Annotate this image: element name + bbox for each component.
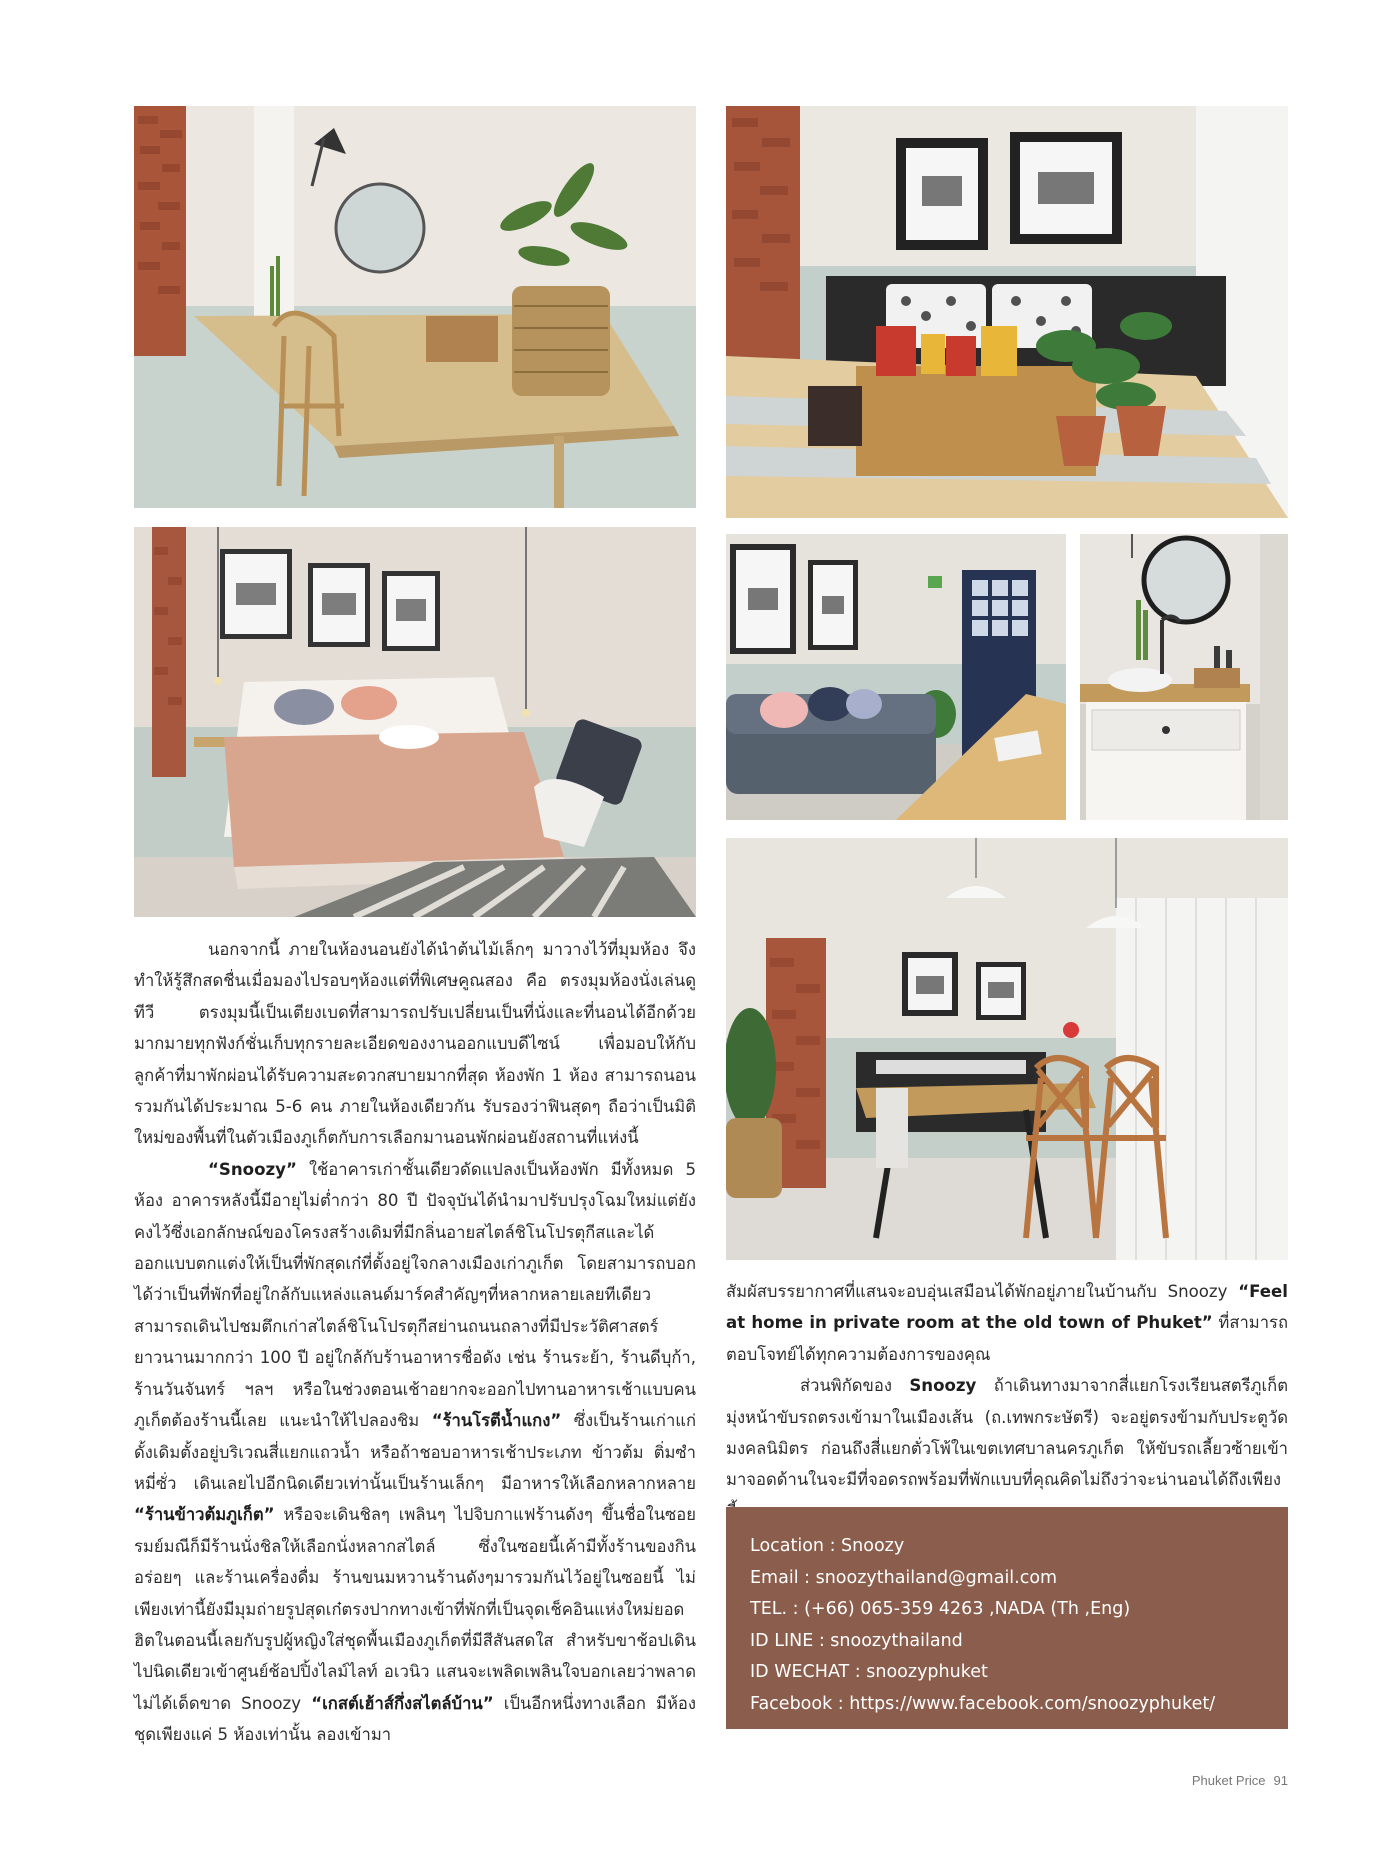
line-id-line: ID LINE : snoozythailand xyxy=(750,1630,963,1651)
article-paragraph: สัมผัสบรรยากาศที่แสนจะอบอุ่นเสมือนได้พักอยู่ภายในบ้านกับ Snoozy “Feel at home in private room at the old town of Phuket” ที่สามารถตอบโจทย์ได้ทุกความต้องการของคุณ xyxy=(726,1282,1289,1364)
brand-name: “Snoozy” xyxy=(208,1159,297,1179)
slogan: “Feel at home in private room at the old town of Phuket” xyxy=(726,1282,1288,1333)
article-paragraph: “Snoozy” ใช้อาคารเก่าชั้นเดียวดัดแปลงเป็นห้องพัก มีทั้งหมด 5 ห้อง อาคารหลังนี้มีอายุไม่ต่ำกว่า 80 ปี ปัจจุบันได้นำมาปรับปรุงโฉมใหม่แต่ยังคงไว้ซึ่งเอกลักษณ์ของโครงสร้างเดิมที่มีกลิ่นอายสไตล์ชิโนโปรตุกีสและได้ออกแบบตกแต่งให้เป็นที่พักสุดเก๋ที่ตั้งอยู่ใจกลางเมืองเก่าภูเก็ต โดยสามารถบอกได้ว่าเป็นที่พักที่อยู่ใกล้กับแหล่งแลนด์มาร์คสำคัญๆที่หลากหลายเลยทีเดียวสามารถเดินไปชมตึกเก่าสไตล์ชิโนโปรตุกีสย่านถนนถลางที่มีประวัติศาสตร์ยาวนานมากกว่า 100 ปี อยู่ใกล้กับร้านอาหารชื่อดัง เช่น ร้านระย้า, ร้านดีบุก้า, ร้านวันจันทร์ ฯลฯ หรือในช่วงตอนเช้าอยากจะออกไปทานอาหารเช้าแบบคนภูเก็ตต้องร้านนี้เลย แนะนำให้ไปลองชิม “ร้านโรตีน้ำแกง” ซึ่งเป็นร้านเก่าแก่ดั้งเดิมตั้งอยู่บริเวณสี่แยกแถวน้ำ หรือถ้าชอบอาหารเช้าประเภท ข้าวต้ม ติ่มซำ หมี่ซั่ว เดินเลยไปอีกนิดเดียวเท่านั้นเป็นร้านเล็กๆ มีอาหารให้เลือกหลากหลาย “ร้านข้าวต้มภูเก็ต” หรือจะเดินชิลๆ เพลินๆ ไปจิบกาแฟร้านดังๆ ขึ้นชื่อในซอยรมย์มณีก็มีร้านนั่งชิลให้เลือกนั่งหลากสไตล์ ซึ่งในซอยนี้เค้ามีทั้งร้านของกินอร่อยๆ และร้านเครื่องดื่ม ร้านขนมหวานร้านดังๆมารวมกันไว้อยู่ในซอยนี้ ไม่เพียงเท่านี้ยังมีมุมถ่ายรูปสุดเก๋ตรงปากทางเข้าที่พักที่เป็นจุดเช็คอินแห่งใหม่ยอดฮิตในตอนนี้เลยกับรูปผู้หญิงใส่ชุดพื้นเมืองภูเก็ตที่มีสีสันสดใส สำหรับขาช้อปเดินไปนิดเดียวเข้าศูนย์ช้อปปิ้งไลม์ไลท์ อเวนิว แสนจะเพลิดเพลินใจบอกเลยว่าพลาดไม่ได้เด็ดขาด Snoozy “เกสต์เฮ้าส์กึ่งสไตล์บ้าน” เป็นอีกหนึ่งทางเลือก มีห้องชุดเพียงแค่ 5 ห้องเท่านั้น ลองเข้ามา xyxy=(134,1159,696,1745)
location-line: Location : Snoozy xyxy=(750,1536,905,1556)
photo-desk-mirror xyxy=(134,106,696,508)
page-footer xyxy=(1184,1773,1288,1788)
article-right-column xyxy=(726,1276,1288,1527)
photo-bench-snack-basket xyxy=(726,106,1288,518)
restaurant-name: “ร้านโรตีน้ำแกง” xyxy=(431,1411,562,1431)
photo-bathroom-vanity xyxy=(1080,534,1288,820)
photo-living-sofa-door xyxy=(726,534,1066,820)
wechat-id-line: ID WECHAT : snoozyphuket xyxy=(750,1662,988,1682)
publication-name: Phuket Price xyxy=(1191,1773,1266,1788)
contact-info-box xyxy=(726,1507,1288,1729)
telephone-line: TEL. : (+66) 065-359 4263 ,NADA (Th ,Eng) xyxy=(750,1599,1131,1619)
facebook-line: Facebook : https://www.facebook.com/snoozyphuket/ xyxy=(750,1693,1216,1714)
article-paragraph: นอกจากนี้ ภายในห้องนอนยังได้นำต้นไม้เล็กๆ มาวางไว้ที่มุมห้อง จึงทำให้รู้สึกสดชื่นเมื่อมองไปรอบๆห้องแต่ที่พิเศษคูณสอง คือ ตรงมุมห้องนั่งเล่นดูทีวี ตรงมุมนี้เป็นเตียงเบดที่สามารถปรับเปลี่ยนเป็นที่นั่งและที่นอนได้อีกด้วย มากมายทุกฟังก์ชั่นเก็บทุกรายละเอียดของงานออกแบบดีไซน์ เพื่อมอบให้กับลูกค้าที่มาพักผ่อนได้รับความสะดวกสบายมากที่สุด ห้องพัก 1 ห้อง สามารถนอนรวมกันได้ประมาณ 5-6 คน ภายในห้องเดียวกัน รับรองว่าฟินสุดๆ ถือว่าเป็นมิติใหม่ของพื้นที่ในตัวเมืองภูเก็ตกับการเลือกมานอนพักผ่อนยังสถานที่แห่งนี้ xyxy=(134,940,696,1148)
brand-name: Snoozy xyxy=(909,1376,977,1396)
article-paragraph: ส่วนพิกัดของ Snoozy ถ้าเดินทางมาจากสี่แยกโรงเรียนสตรีภูเก็ต มุ่งหน้าขับรถตรงเข้ามาในเมืองเส้น (ถ.เทพกระษัตรี) จะอยู่ตรงข้ามกับประตูวัดมงคลนิมิตร ก่อนถึงสี่แยกตั่วโพ้ในเขตเทศบาลนครภูเก็ต ให้ขับรถเลี้ยวซ้ายเข้ามาจอดด้านในจะมีที่จอดรถพร้อมที่พักแบบที่คุณคิดไม่ถึงว่าจะน่านอนได้ถึงเพียง xyxy=(726,1376,1288,1490)
page-number: 91 xyxy=(1273,1773,1288,1788)
photo-dining-corner xyxy=(726,838,1288,1260)
email-line: Email : snoozythailand@gmail.com xyxy=(750,1567,1058,1588)
photo-bedroom xyxy=(134,527,696,917)
article-left-column xyxy=(134,934,696,1751)
tagline: “เกสต์เฮ้าส์กึ่งสไตล์บ้าน” xyxy=(311,1693,494,1713)
restaurant-name: “ร้านข้าวต้มภูเก็ต” xyxy=(134,1505,275,1525)
